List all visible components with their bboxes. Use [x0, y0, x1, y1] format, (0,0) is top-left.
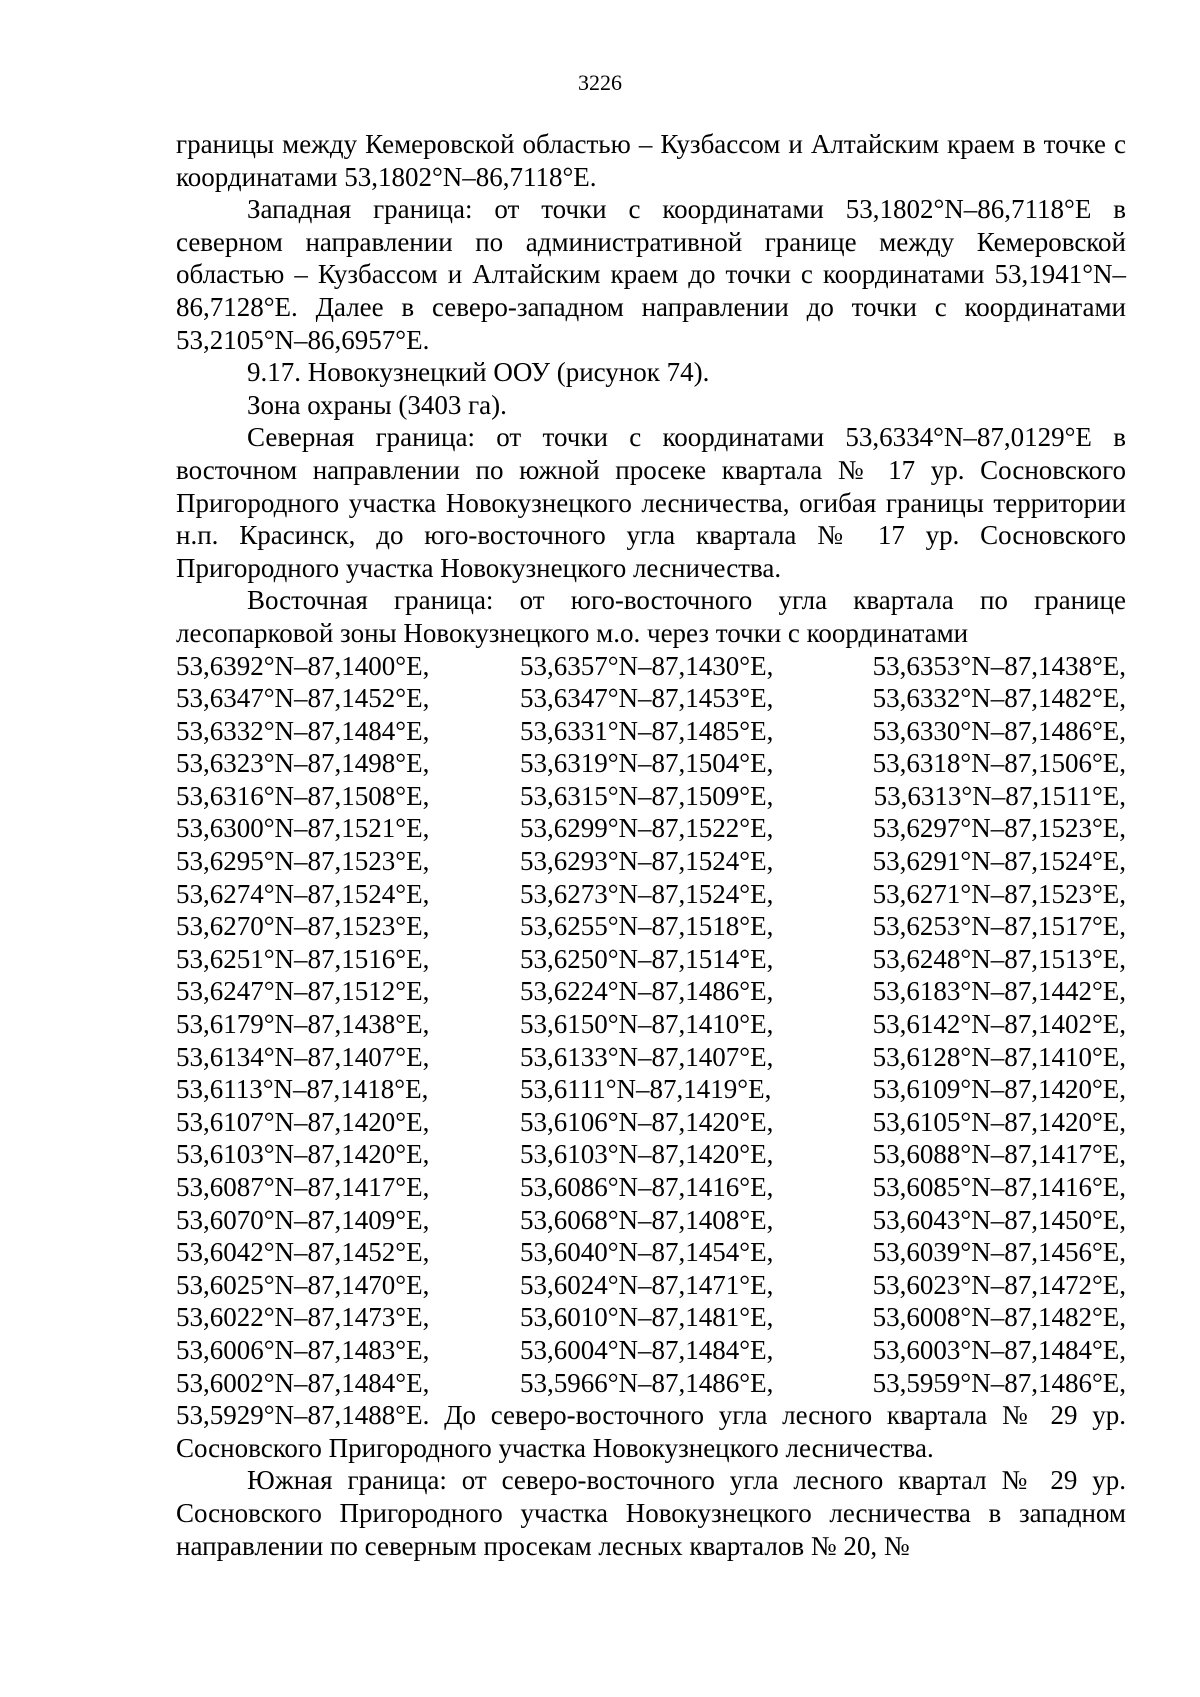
- coordinate-item: 53,6040°N–87,1454°E,: [520, 1237, 774, 1268]
- coordinate-item: 53,6319°N–87,1504°E,: [520, 748, 774, 779]
- coordinate-item: 53,6023°N–87,1472°E,: [872, 1269, 1126, 1300]
- paragraph: границы между Кемеровской областью – Кузбассом и Алтайским краем в точке с координатами 53,1802°N–86,7118°E.: [176, 129, 1126, 192]
- coordinate-item: 53,6088°N–87,1417°E,: [872, 1139, 1126, 1170]
- coordinate-item: 53,6299°N–87,1522°E,: [520, 813, 774, 844]
- coordinate-item: 53,6008°N–87,1482°E,: [872, 1302, 1126, 1333]
- coordinate-item: 53,6068°N–87,1408°E,: [520, 1204, 774, 1235]
- coordinate-item: 53,6183°N–87,1442°E,: [872, 976, 1126, 1007]
- coordinate-item: 53,6224°N–87,1486°E,: [520, 976, 774, 1007]
- page-number: 3226: [578, 70, 622, 95]
- coordinate-item: 53,6025°N–87,1470°E,: [176, 1269, 430, 1300]
- paragraph: Южная граница: от северо-восточного угла лесного квартал № 29 ур. Сосновского Пригородного участка Новокузнецкого лесничества в западном направлении по северным просекам лесных кварталов № 20, №: [176, 1465, 1126, 1561]
- coordinate-item: 53,6002°N–87,1484°E,: [176, 1367, 430, 1398]
- coordinate-item: 53,6250°N–87,1514°E,: [520, 943, 774, 974]
- coordinate-item: 53,6347°N–87,1453°E,: [520, 683, 774, 714]
- coordinate-item: 53,6255°N–87,1518°E,: [520, 911, 774, 942]
- coordinate-item: 53,6106°N–87,1420°E,: [520, 1106, 774, 1137]
- coordinate-item: 53,6003°N–87,1484°E,: [872, 1334, 1126, 1365]
- coordinate-item: 53,6251°N–87,1516°E,: [176, 943, 430, 974]
- coordinate-item: 53,6024°N–87,1471°E,: [520, 1269, 774, 1300]
- coordinate-item: 53,6103°N–87,1420°E,: [176, 1139, 430, 1170]
- coordinate-item: 53,6332°N–87,1482°E,: [872, 683, 1126, 714]
- coordinate-item: 53,6042°N–87,1452°E,: [176, 1237, 430, 1268]
- paragraph: 53,5929°N–87,1488°E. До северо-восточного угла лесного квартала № 29 ур. Сосновского Пригородного участка Новокузнецкого лесничества.: [176, 1400, 1126, 1463]
- coordinate-item: 53,5966°N–87,1486°E,: [520, 1367, 774, 1398]
- coordinate-item: 53,6392°N–87,1400°E,: [176, 650, 430, 681]
- coordinate-item: 53,6103°N–87,1420°E,: [520, 1139, 774, 1170]
- coordinate-item: 53,6134°N–87,1407°E,: [176, 1041, 430, 1072]
- coordinate-item: 53,6316°N–87,1508°E,: [176, 780, 430, 811]
- document-body: [176, 128, 1126, 1562]
- coordinate-item: 53,6010°N–87,1481°E,: [520, 1302, 774, 1333]
- coordinate-item: 53,6022°N–87,1473°E,: [176, 1302, 430, 1333]
- coordinate-item: 53,6273°N–87,1524°E,: [520, 878, 774, 909]
- coordinate-item: 53,6113°N–87,1418°E,: [176, 1074, 429, 1105]
- coordinate-item: 53,6039°N–87,1456°E,: [872, 1237, 1126, 1268]
- coordinate-item: 53,6179°N–87,1438°E,: [176, 1009, 430, 1040]
- coordinate-item: 53,6247°N–87,1512°E,: [176, 976, 430, 1007]
- paragraph: 9.17. Новокузнецкий ООУ (рисунок 74).: [247, 357, 710, 388]
- coordinate-item: 53,6318°N–87,1506°E,: [872, 748, 1126, 779]
- coordinate-item: 53,6253°N–87,1517°E,: [872, 911, 1126, 942]
- coordinate-item: 53,6330°N–87,1486°E,: [872, 715, 1126, 746]
- coordinate-item: 53,6070°N–87,1409°E,: [176, 1204, 430, 1235]
- paragraph: Зона охраны (3403 га).: [247, 389, 507, 420]
- coordinate-item: 53,6357°N–87,1430°E,: [520, 650, 774, 681]
- coordinate-item: 53,6274°N–87,1524°E,: [176, 878, 430, 909]
- coordinate-list: [176, 650, 1126, 1400]
- coordinate-item: 53,6133°N–87,1407°E,: [520, 1041, 774, 1072]
- coordinate-item: 53,6086°N–87,1416°E,: [520, 1172, 774, 1202]
- coordinate-item: 53,6297°N–87,1523°E,: [872, 813, 1126, 844]
- coordinate-item: 53,6085°N–87,1416°E,: [872, 1172, 1126, 1202]
- coordinate-item: 53,6004°N–87,1484°E,: [520, 1334, 774, 1365]
- paragraph: Западная граница: от точки с координатами 53,1802°N–86,7118°E в северном направлении по административной границе между Кемеровской областью – Кузбассом и Алтайским краем до точки с координатами 53,1941°N–86,7128°E. Далее в северо-западном направлении до точки с координатами 53,2105°N–86,6957°E.: [176, 194, 1126, 355]
- coordinate-item: 53,5959°N–87,1486°E,: [872, 1367, 1126, 1398]
- coordinate-item: 53,6107°N–87,1420°E,: [176, 1106, 430, 1137]
- coordinate-item: 53,6270°N–87,1523°E,: [176, 911, 430, 942]
- coordinate-item: 53,6353°N–87,1438°E,: [872, 650, 1126, 681]
- coordinate-item: 53,6150°N–87,1410°E,: [520, 1009, 774, 1040]
- coordinate-item: 53,6142°N–87,1402°E,: [872, 1009, 1126, 1040]
- coordinate-item: 53,6087°N–87,1417°E,: [176, 1172, 430, 1202]
- paragraphs-before: [176, 128, 1126, 650]
- coordinate-item: 53,6105°N–87,1420°E,: [872, 1106, 1126, 1137]
- coordinate-item: 53,6347°N–87,1452°E,: [176, 683, 430, 714]
- coordinate-item: 53,6109°N–87,1420°E,: [872, 1074, 1126, 1105]
- coordinate-item: 53,6271°N–87,1523°E,: [872, 878, 1126, 909]
- coordinate-item: 53,6300°N–87,1521°E,: [176, 813, 430, 844]
- coordinate-item: 53,6313°N–87,1511°E,: [873, 780, 1126, 811]
- coordinate-item: 53,6248°N–87,1513°E,: [872, 943, 1126, 974]
- coordinate-item: 53,6293°N–87,1524°E,: [520, 846, 774, 877]
- coordinate-item: 53,6295°N–87,1523°E,: [176, 846, 430, 877]
- coordinate-item: 53,6043°N–87,1450°E,: [872, 1204, 1126, 1235]
- coordinate-item: 53,6006°N–87,1483°E,: [176, 1334, 430, 1365]
- coordinate-item: 53,6323°N–87,1498°E,: [176, 748, 430, 779]
- coordinate-item: 53,6128°N–87,1410°E,: [872, 1041, 1126, 1072]
- coordinate-item: 53,6331°N–87,1485°E,: [520, 715, 774, 746]
- coordinate-item: 53,6315°N–87,1509°E,: [520, 780, 774, 811]
- paragraphs-after: [176, 1399, 1126, 1562]
- coordinate-item: 53,6291°N–87,1524°E,: [872, 846, 1126, 877]
- paragraph: Северная граница: от точки с координатами 53,6334°N–87,0129°E в восточном направлении по южной просеке квартала № 17 ур. Сосновского Пригородного участка Новокузнецкого лесничества, огибая границы территории н.п. Красинск, до юго-восточного угла квартала № 17 ур. Сосновского Пригородного участка Новокузнецкого лесничества.: [176, 422, 1126, 583]
- coordinate-item: 53,6111°N–87,1419°E,: [520, 1074, 772, 1105]
- coordinate-item: 53,6332°N–87,1484°E,: [176, 715, 430, 746]
- paragraph: Восточная граница: от юго-восточного угла квартала по границе лесопарковой зоны Новокузнецкого м.о. через точки с координатами: [176, 585, 1126, 648]
